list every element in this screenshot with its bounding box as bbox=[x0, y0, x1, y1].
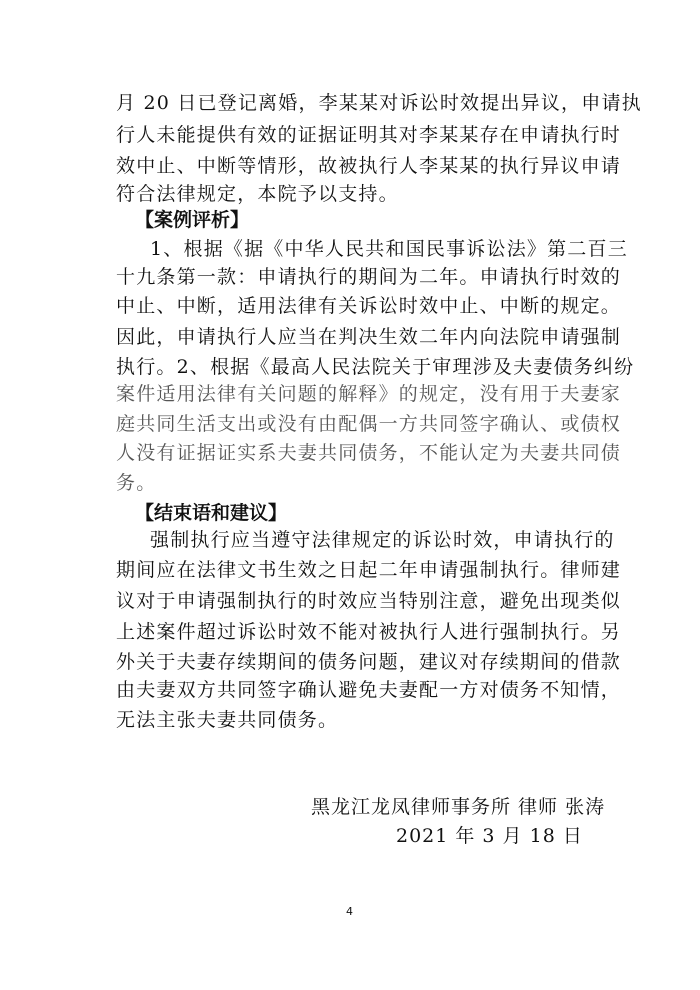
paragraph-line: 无法主张夫妻共同债务。 bbox=[116, 709, 339, 731]
section-heading-analysis: 【案例评析】 bbox=[135, 209, 250, 231]
date: 2021 年 3 月 18 日 bbox=[396, 825, 583, 847]
paragraph-line: 月 20 日已登记离婚，李某某对诉讼时效提出异议，申请执 bbox=[116, 92, 642, 114]
page-number: 4 bbox=[346, 905, 353, 918]
paragraph-line: 行人未能提供有效的证据证明其对李某某存在申请执行时 bbox=[116, 124, 622, 146]
paragraph-line: 庭共同生活支出或没有由配偶一方共同签字确认、或债权 bbox=[116, 413, 622, 435]
paragraph-line: 效中止、中断等情形，故被执行人李某某的执行异议申请 bbox=[116, 155, 622, 177]
paragraph-line: 人没有证据证实系夫妻共同债务，不能认定为夫妻共同债 bbox=[116, 442, 622, 464]
paragraph-line: 由夫妻双方共同签字确认避免夫妻配一方对债务不知情， bbox=[116, 679, 622, 701]
paragraph-line: 议对于申请强制执行的时效应当特别注意，避免出现类似 bbox=[116, 590, 622, 612]
paragraph-line: 十九条第一款：申请执行的期间为二年。申请执行时效的 bbox=[116, 266, 622, 288]
paragraph-line: 1、根据《据《中华人民共和国民事诉讼法》第二百三 bbox=[150, 238, 628, 260]
signature: 黑龙江龙凤律师事务所 律师 张涛 bbox=[311, 796, 606, 818]
section-heading-conclusion: 【结束语和建议】 bbox=[135, 502, 288, 524]
paragraph-line: 上述案件超过诉讼时效不能对被执行人进行强制执行。另 bbox=[116, 621, 622, 643]
paragraph-line: 中止、中断，适用法律有关诉讼时效中止、中断的规定。 bbox=[116, 295, 622, 317]
paragraph-line: 期间应在法律文书生效之日起二年申请强制执行。律师建 bbox=[116, 559, 622, 581]
paragraph-line: 执行。2、根据《最高人民法院关于审理涉及夫妻债务纠纷 bbox=[116, 356, 635, 378]
paragraph-line: 强制执行应当遵守法律规定的诉讼时效，申请执行的 bbox=[150, 529, 615, 551]
paragraph-line: 因此，申请执行人应当在判决生效二年内向法院申请强制 bbox=[116, 326, 622, 348]
paragraph-line: 务。 bbox=[116, 472, 157, 494]
paragraph-line: 符合法律规定，本院予以支持。 bbox=[116, 183, 399, 205]
paragraph-line: 案件适用法律有关问题的解释》的规定，没有用于夫妻家 bbox=[116, 383, 622, 405]
paragraph-line: 外关于夫妻存续期间的债务问题，建议对存续期间的借款 bbox=[116, 651, 622, 673]
